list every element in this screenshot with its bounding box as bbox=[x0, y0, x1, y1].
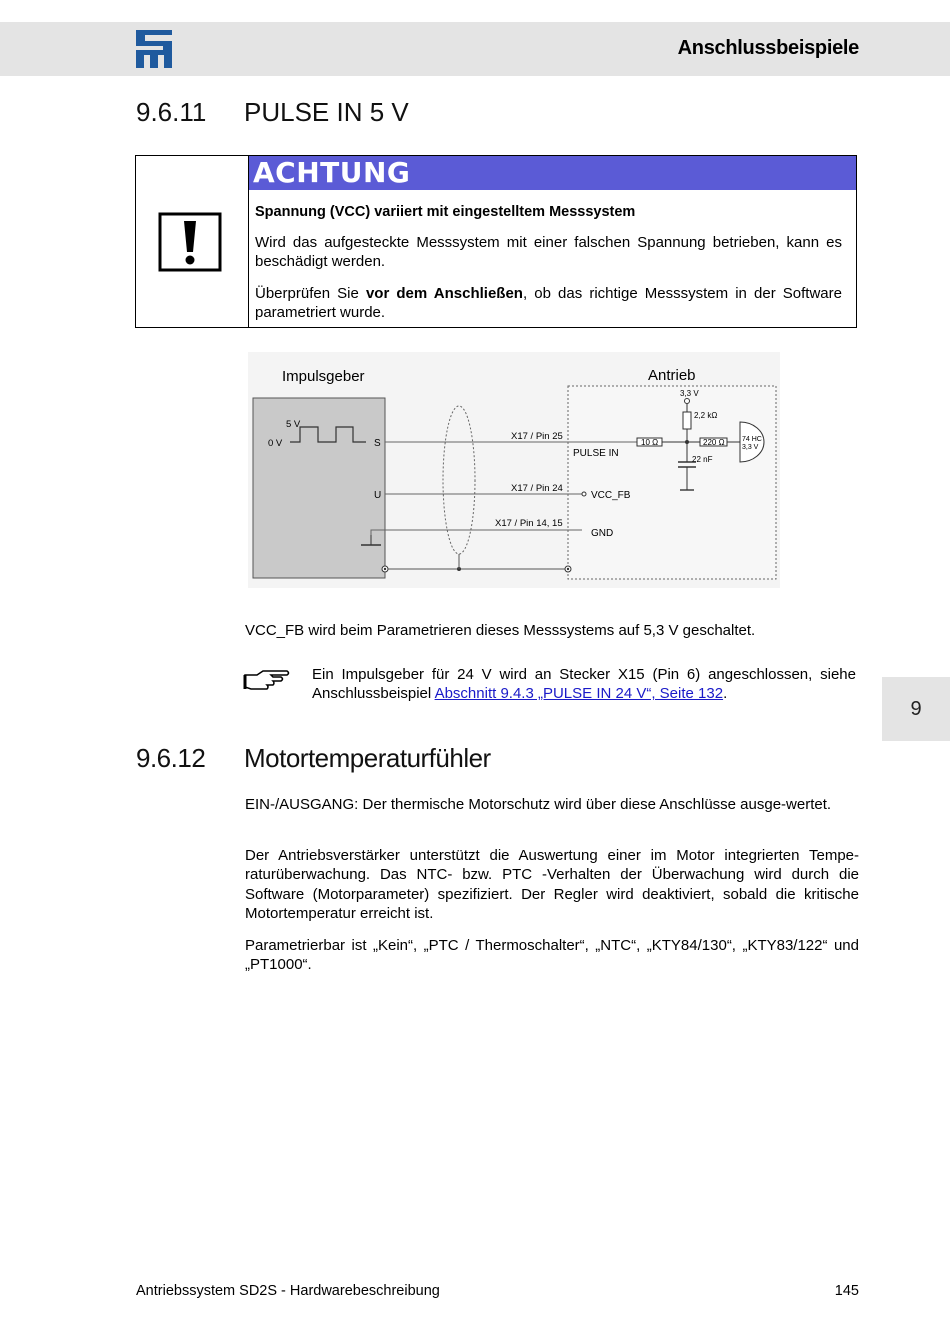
warning-text-2 bbox=[255, 284, 842, 322]
warning-icon-cell bbox=[136, 156, 249, 327]
pin-s: S bbox=[374, 438, 381, 449]
warning-text-2-end: , ob das richtige Messsystem in der Software parametriert wurde. bbox=[255, 285, 842, 321]
cross-reference-link[interactable]: Abschnitt 9.4.3 „PULSE IN 24 V“, Seite 132 bbox=[434, 685, 724, 703]
label-5v: 5 V bbox=[286, 419, 301, 430]
hint-text-end: . bbox=[723, 685, 728, 703]
label-wire-pin25: X17 / Pin 25 bbox=[511, 431, 563, 442]
label-pulse-in: PULSE IN bbox=[573, 448, 619, 459]
warning-text-1: Wird das aufgesteckte Messsystem mit einer falschen Spannung betrieben, kann es beschädigt werden. bbox=[255, 234, 842, 270]
paragraph-3: Parametrierbar ist „Kein“, „PTC / Thermoschalter“, „NTC“, „KTY84/130“, „KTY83/122“ und „PT1000“. bbox=[245, 937, 859, 974]
header-title: Anschlussbeispiele bbox=[677, 37, 859, 59]
label-drive: Antrieb bbox=[648, 367, 696, 384]
section-number: 9.6.12 bbox=[136, 743, 206, 773]
paragraph-2: Der Antriebsverstärker unterstützt die Auswertung einer im Motor integrierten Tempe-raturüberwachung. Das NTC- bzw. PTC -Verhalten der Überwachung wird durch die Software (Motorparameter) spezifiziert. Der Regler wird deaktiviert, sobald die kritische Motortemperatur erreicht ist. bbox=[245, 847, 859, 922]
label-vcc-fb: VCC_FB bbox=[591, 490, 631, 501]
pointing-hand-icon bbox=[243, 667, 291, 693]
label-gnd: GND bbox=[591, 528, 614, 539]
label-encoder: Impulsgeber bbox=[282, 368, 365, 385]
label-pullup: 2,2 kΩ bbox=[694, 411, 718, 420]
page-number: 145 bbox=[834, 1283, 859, 1299]
label-wire-pin14: X17 / Pin 14, 15 bbox=[495, 518, 563, 529]
warning-text-2-emphasis: vor dem Anschließen bbox=[365, 285, 523, 302]
section-heading-motor-temp bbox=[136, 743, 491, 774]
hint-text-start: Ein Impulsgeber für 24 V wird an Stecker X15 (Pin 6) angeschlossen, siehe Anschlussbeispiel bbox=[312, 666, 856, 703]
label-wire-pin24: X17 / Pin 24 bbox=[511, 483, 563, 494]
label-gate-1: 74 HC bbox=[742, 436, 762, 443]
warning-text-2-start: Überprüfen Sie bbox=[255, 285, 366, 302]
warning-subtitle: Spannung (VCC) variiert mit eingestelltem Messsystem bbox=[255, 204, 636, 220]
pin-u: U bbox=[374, 490, 382, 501]
section-heading-pulse-in bbox=[136, 97, 409, 128]
footer-title: Antriebssystem SD2S - Hardwarebeschreibung bbox=[136, 1283, 440, 1299]
section-number: 9.6.11 bbox=[136, 97, 207, 127]
company-logo bbox=[136, 30, 172, 68]
warning-heading: ACHTUNG bbox=[249, 156, 856, 190]
warning-box bbox=[135, 155, 857, 328]
label-gate-2: 3,3 V bbox=[742, 444, 759, 451]
section-title: PULSE IN 5 V bbox=[244, 97, 409, 127]
hint-text bbox=[312, 665, 856, 704]
label-cap: 22 nF bbox=[692, 455, 713, 464]
wiring-diagram bbox=[248, 352, 780, 588]
chapter-tab: 9 bbox=[882, 677, 950, 741]
vcc-note: VCC_FB wird beim Parametrieren dieses Messsystems auf 5,3 V geschaltet. bbox=[245, 622, 756, 639]
paragraph-1: EIN-/AUSGANG: Der thermische Motorschutz wird über diese Anschlüsse ausge-wertet. bbox=[245, 796, 832, 813]
label-supply: 3,3 V bbox=[680, 389, 699, 398]
label-r-series: 10 Ω bbox=[641, 438, 659, 447]
label-r-gate: 220 Ω bbox=[703, 438, 725, 447]
label-0v: 0 V bbox=[268, 438, 283, 449]
exclamation-icon bbox=[158, 212, 222, 272]
section-title: Motortemperaturfühler bbox=[244, 743, 491, 773]
